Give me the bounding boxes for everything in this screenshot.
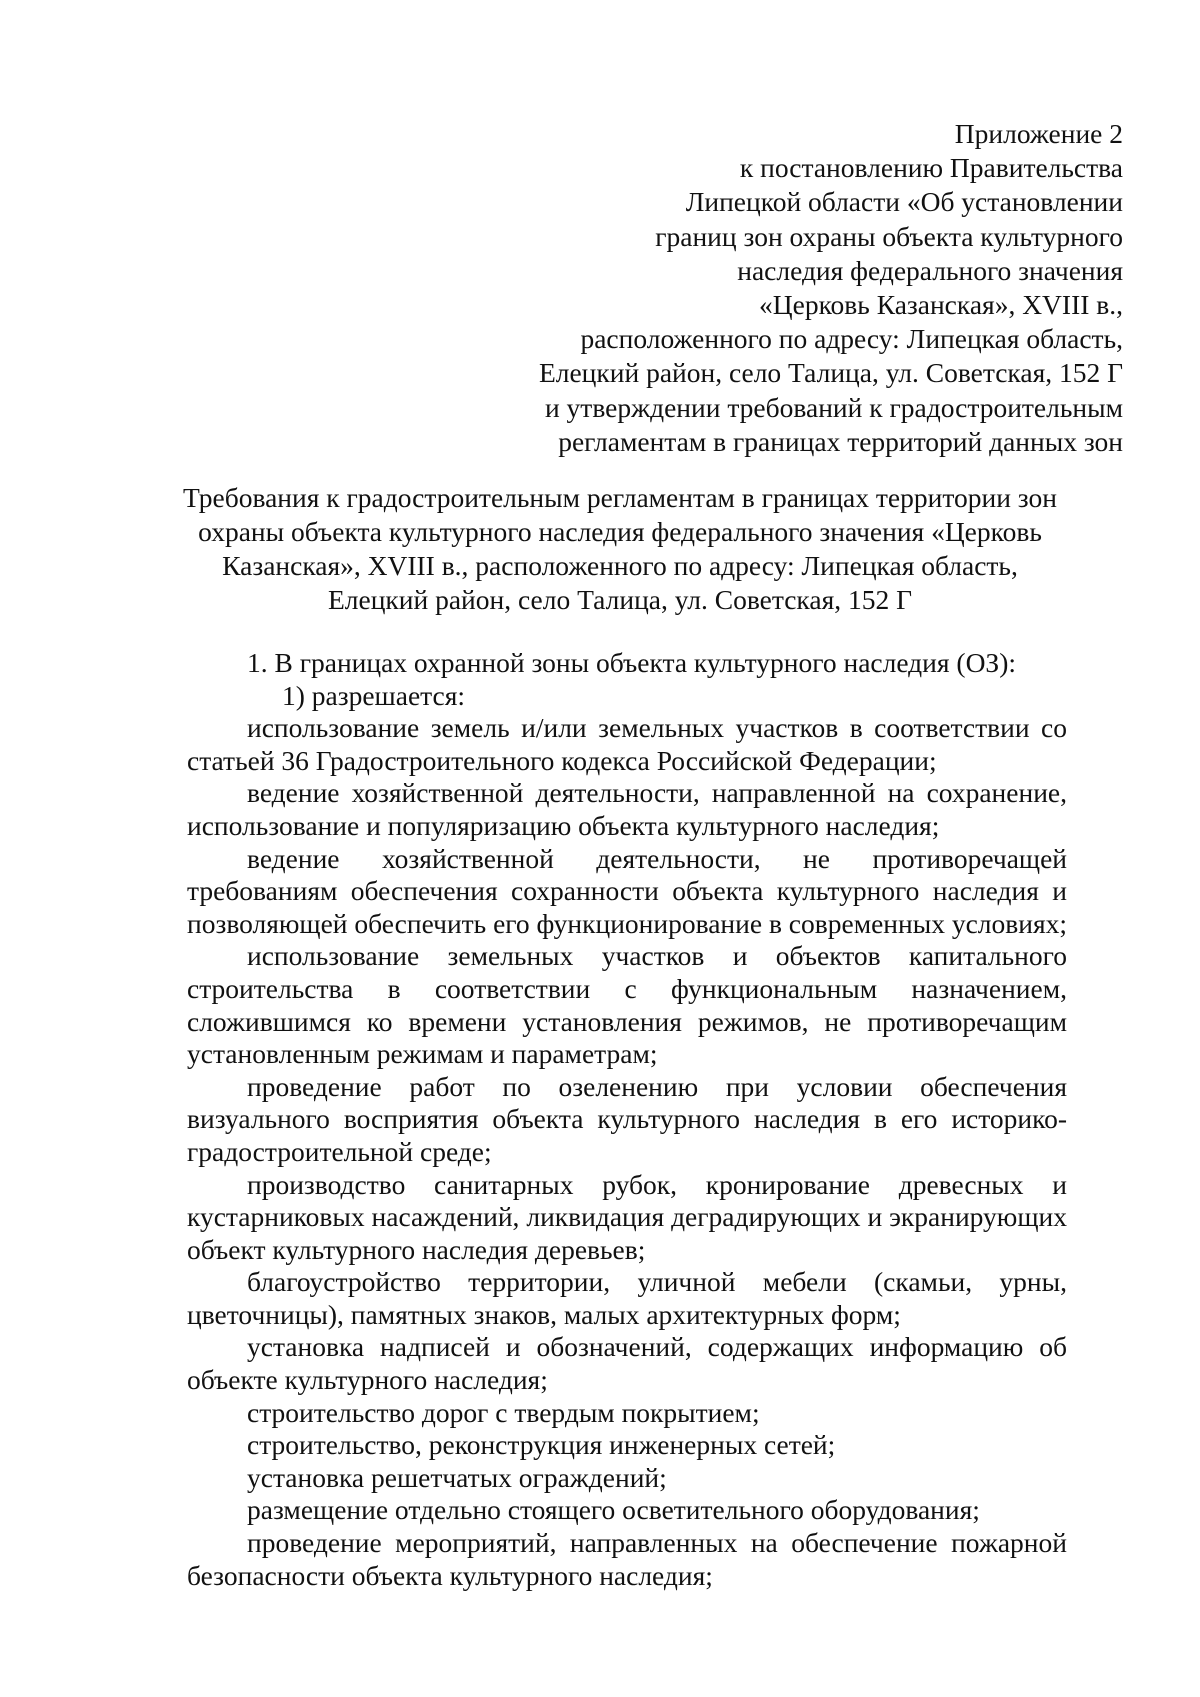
list-item: строительство, реконструкция инженерных сетей; — [247, 1429, 836, 1461]
title-line: Требования к градостроительным регламентам в границах территории зон — [183, 482, 1057, 513]
annex-line: наследия федерального значения — [737, 254, 1123, 286]
list-item: установка надписей и обозначений, содержащих информацию об объекте культурного наследия; — [187, 1331, 1067, 1396]
list-item: использование земель и/или земельных участков в соответствии со статьей 36 Градостроительного кодекса Российской Федерации; — [187, 712, 1067, 776]
annex-line: расположенного по адресу: Липецкая область, — [580, 323, 1123, 355]
list-item: размещение отдельно стоящего осветительного оборудования; — [247, 1494, 980, 1526]
list-item: проведение работ по озеленению при условии обеспечения визуального восприятия объекта культурного наследия в его историко-градостроительной среде; — [187, 1070, 1067, 1167]
list-item: установка решетчатых ограждений; — [247, 1461, 667, 1493]
annex-line: Липецкой области «Об установлении — [685, 186, 1123, 218]
list-item: ведение хозяйственной деятельности, направленной на сохранение, использование и популяризацию объекта культурного наследия; — [187, 777, 1067, 841]
annex-line: и утверждении требований к градостроительным — [544, 391, 1123, 423]
annex-line: Приложение 2 — [954, 118, 1123, 149]
list-item: благоустройство территории, уличной мебели (скамьи, урны, цветочницы), памятных знаков, малых архитектурных форм; — [187, 1266, 1067, 1330]
annex-line: регламентам в границах территорий данных зон — [558, 425, 1123, 457]
annex-line: Елецкий район, село Талица, ул. Советская, 152 Г — [538, 357, 1123, 389]
title-line: Казанская», XVIII в., расположенного по адресу: Липецкая область, — [222, 550, 1018, 581]
list-item: проведение мероприятий, направленных на обеспечение пожарной безопасности объекта культурного наследия; — [187, 1527, 1067, 1591]
list-item: производство санитарных рубок, кронирование древесных и кустарниковых насаждений, ликвидация деградирующих и экранирующих объект культурного наследия деревьев; — [187, 1168, 1067, 1265]
title-line: охраны объекта культурного наследия федерального значения «Церковь — [198, 516, 1042, 547]
annex-line: границ зон охраны объекта культурного — [655, 220, 1123, 252]
document-body — [187, 647, 1067, 1592]
list-item: ведение хозяйственной деятельности, не противоречащей требованиям обеспечения сохранности объекта культурного наследия и позволяющей обеспечить его функционирование в современных условиях; — [187, 842, 1068, 939]
title-line: Елецкий район, село Талица, ул. Советская, 152 Г — [327, 584, 913, 615]
annex-header — [483, 117, 1123, 459]
section-heading: 1. В границах охранной зоны объекта культурного наследия (ОЗ): — [247, 647, 1017, 678]
subsection-heading: 1) разрешается: — [282, 679, 465, 711]
list-item: использование земельных участков и объектов капитального строительства в соответствии с функциональным назначением, сложившимся ко времени установления режимов, не противоречащим установленным режимам и параметрам; — [187, 940, 1067, 1070]
document-title — [180, 481, 1060, 617]
annex-line: «Церковь Казанская», XVIII в., — [759, 289, 1123, 321]
list-item: строительство дорог с твердым покрытием; — [247, 1396, 760, 1428]
annex-line: к постановлению Правительства — [739, 152, 1123, 184]
